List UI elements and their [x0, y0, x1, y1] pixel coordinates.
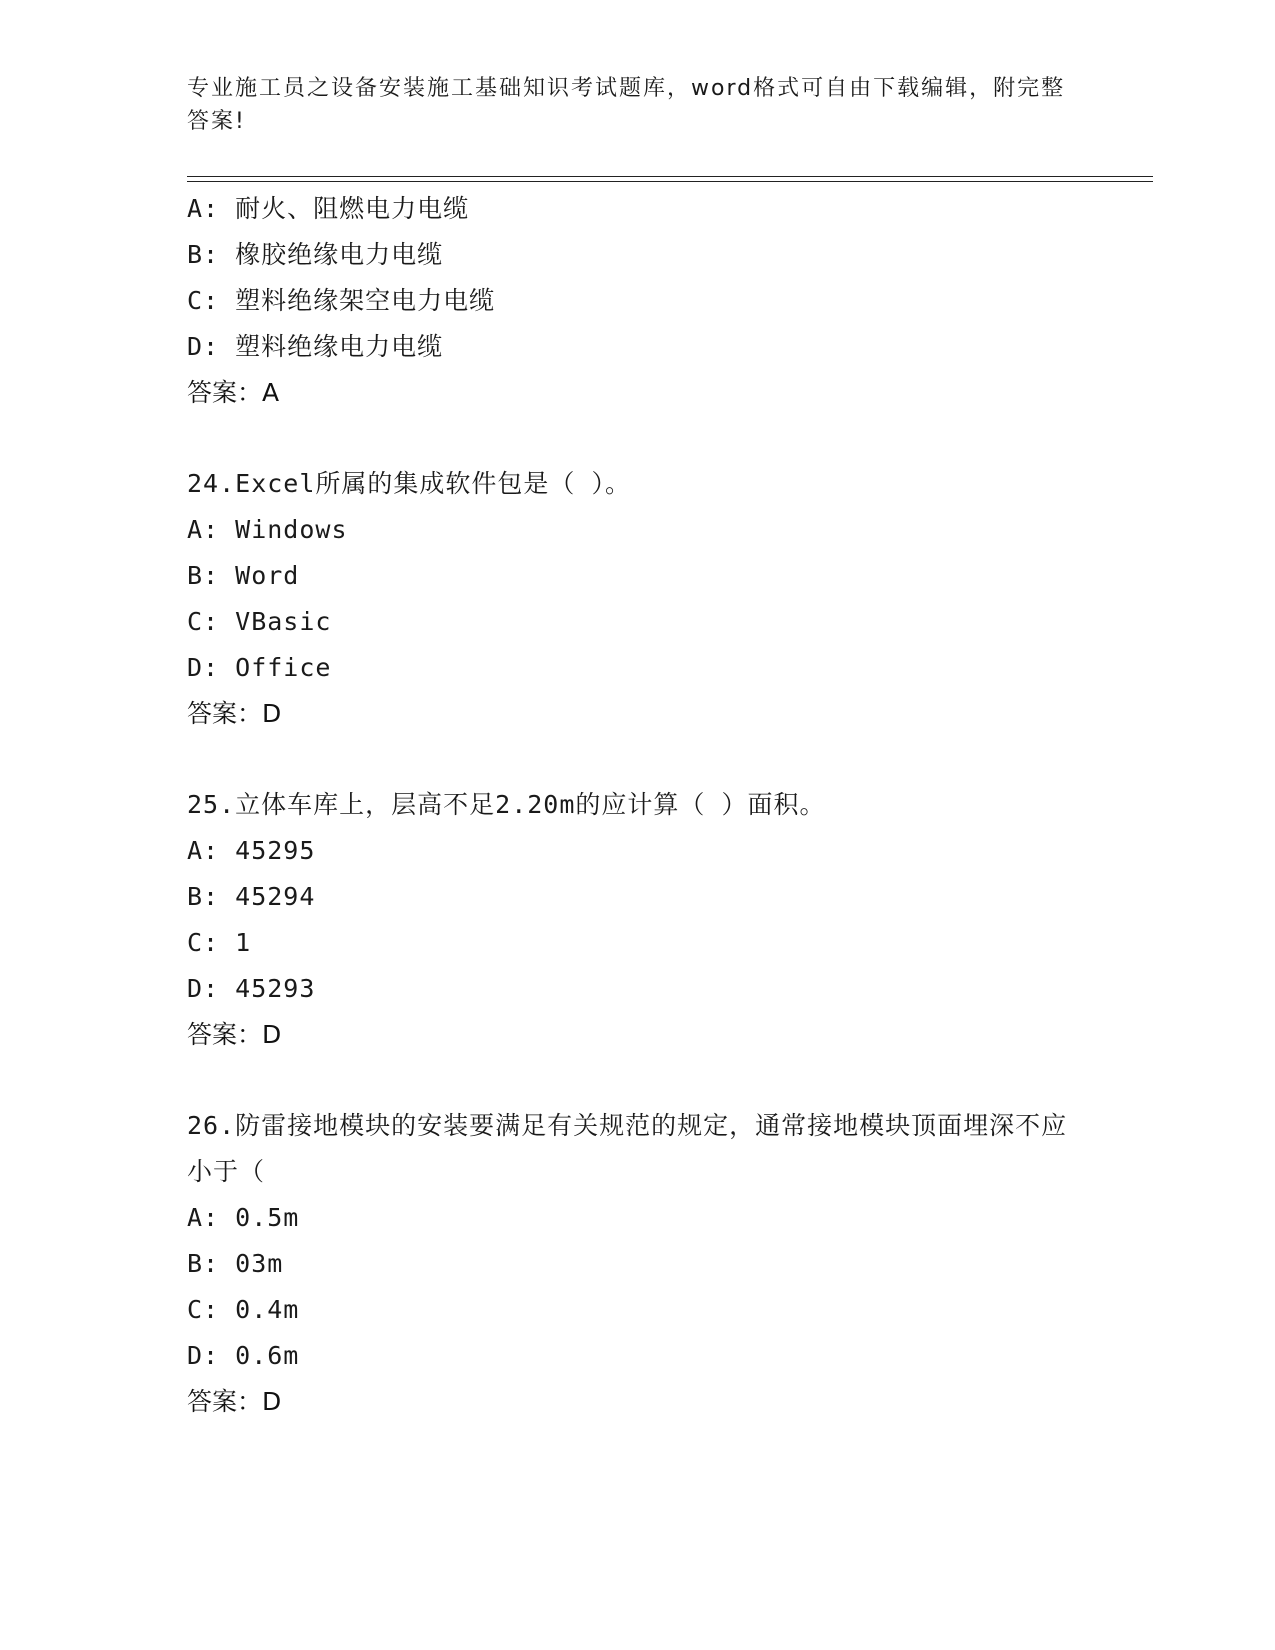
option-a: A: Windows — [187, 515, 348, 544]
option-d: D: 45293 — [187, 974, 316, 1003]
spacer — [187, 737, 1087, 782]
question-text: 24.Excel所属的集成软件包是（ ）。 — [187, 469, 631, 498]
answer-line: 答案：A — [187, 378, 280, 407]
option-a: A: 0.5m — [187, 1203, 300, 1232]
option-c: C: 0.4m — [187, 1295, 300, 1324]
option-b: B: 45294 — [187, 882, 316, 911]
question-26 — [187, 1103, 1087, 1425]
option-b: B: 橡胶绝缘电力电缆 — [187, 240, 444, 269]
spacer — [187, 416, 1087, 461]
spacer — [187, 1058, 1087, 1103]
header-divider-top — [187, 176, 1153, 177]
question-list — [187, 186, 1087, 1425]
option-c: C: 塑料绝缘架空电力电缆 — [187, 286, 496, 315]
option-a: A: 45295 — [187, 836, 316, 865]
option-b: B: Word — [187, 561, 300, 590]
answer-line: 答案：D — [187, 699, 282, 728]
option-d: D: 0.6m — [187, 1341, 300, 1370]
answer-line: 答案：D — [187, 1020, 282, 1049]
question-text: 25.立体车库上，层高不足2.20m的应计算（ ）面积。 — [187, 790, 826, 819]
option-c: C: 1 — [187, 928, 252, 957]
question-text: 26.防雷接地模块的安装要满足有关规范的规定，通常接地模块顶面埋深不应小于（ — [187, 1111, 1068, 1186]
option-d: D: 塑料绝缘电力电缆 — [187, 332, 444, 361]
option-d: D: Office — [187, 653, 332, 682]
option-c: C: VBasic — [187, 607, 332, 636]
option-b: B: 03m — [187, 1249, 284, 1278]
question-25 — [187, 782, 1087, 1058]
header-divider-bottom — [187, 181, 1153, 182]
option-a: A: 耐火、阻燃电力电缆 — [187, 194, 470, 223]
question-23 — [187, 186, 1087, 416]
document-header: 专业施工员之设备安装施工基础知识考试题库，word格式可自由下载编辑，附完整答案! — [187, 76, 1066, 134]
answer-line: 答案：D — [187, 1387, 282, 1416]
question-24 — [187, 461, 1087, 737]
